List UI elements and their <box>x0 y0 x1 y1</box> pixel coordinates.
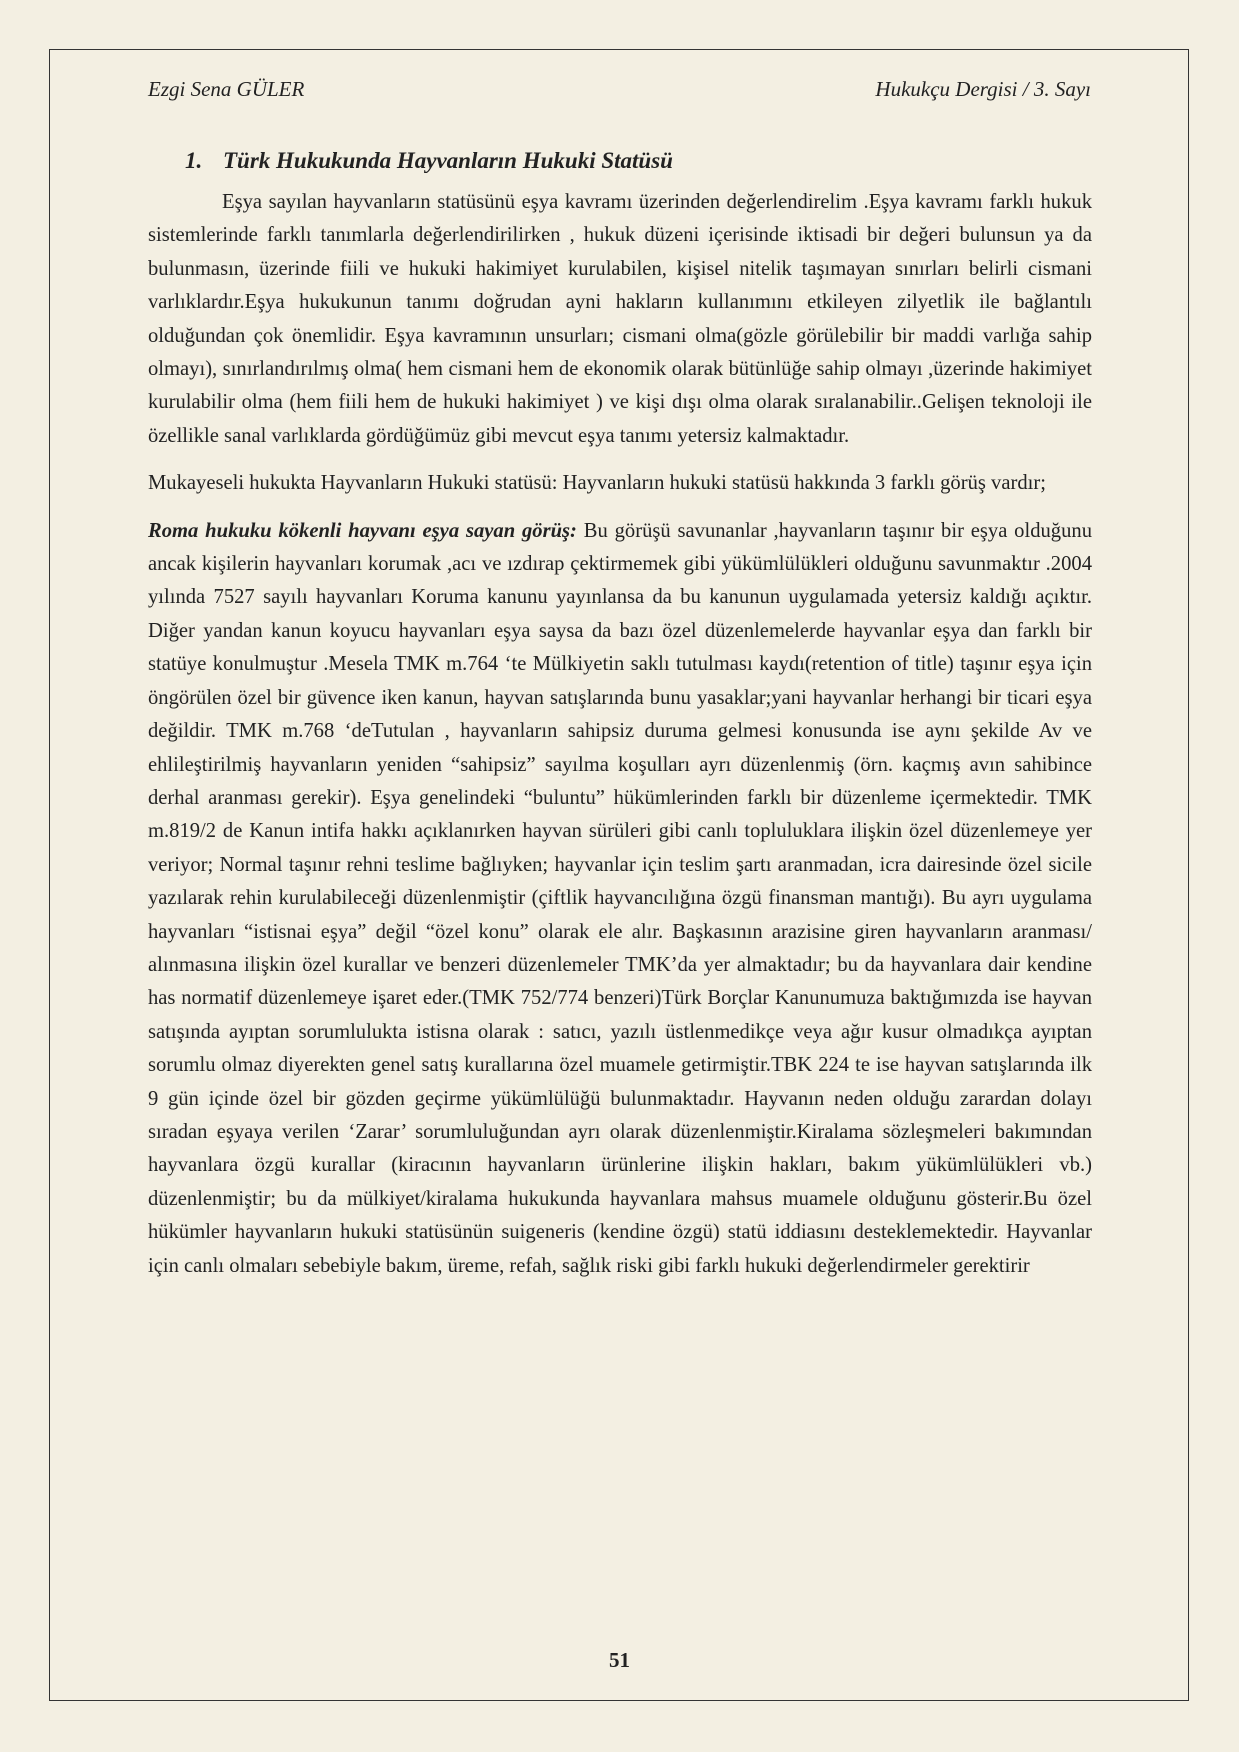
page-number: 51 <box>609 1648 630 1672</box>
paragraph-lead-heading: Roma hukuku kökenli hayvanı eşya sayan görüş: <box>148 519 577 542</box>
paragraph-esya-kavrami: Eşya sayılan hayvanların statüsünü eşya kavramı üzerinden değerlendirelim .Eşya kavramı farklı hukuk sistemlerinde farklı tanımlarla değerlendirilirken , hukuk düzeni içerisinde iktisadi bir değeri bulunsun ya da bulunmasın, üzerinde fiili ve hukuki hakimiyet kurulabilen, kişisel nitelik taşımayan sınırları belirli cismani varlıklardır.Eşya hukukunun tanımı doğrudan ayni hakların kullanımını etkileyen zilyetlik ile bağlantılı olduğundan çok önemlidir. Eşya kavramının unsurları; cismani olma(gözle görülebilir bir maddi varlığa sahip olmayı), sınırlandırılmış olma( hem cismani hem de ekonomik olarak bütünlüğe sahip olmayı ,üzerinde hakimiyet kurulabilir olma (hem fiili hem de hukuki hakimiyet ) ve kişi dışı olma olarak sıralanabilir..Gelişen teknoloji ile özellikle sanal varlıklarda gördüğümüz gibi mevcut eşya tanımı yetersiz kalmaktadır. <box>148 191 1092 447</box>
section-number: 1. <box>185 148 203 173</box>
paragraph-mukayeseli-hukuk: Mukayeseli hukukta Hayvanların Hukuki statüsü: Hayvanların hukuki statüsü hakkında 3 farklı görüş vardır; <box>148 472 1046 495</box>
section-heading <box>148 144 1092 178</box>
paragraph-roma-hukuku <box>148 515 1092 1283</box>
paragraph-roma-body: Bu görüşü savunanlar ,hayvanların taşınır bir eşya olduğunu ancak kişilerin hayvanları korumak ,acı ve ızdırap çektirmemek gibi yükümlülükleri olduğunu savunmaktır .2004 yılında 7527 sayılı hayvanları Koruma kanunu yayınlansa da bu kanunun uygulamada yetersiz kaldığı açıktır. Diğer yandan kanun koyucu hayvanları eşya saysa da bazı özel düzenlemelerde hayvanlar eşya dan farklı bir statüye konulmuştur .Mesela TMK m.764 ‘te Mülkiyetin saklı tutulması kaydı(retention of title) taşınır eşya için öngörülen özel bir güvence iken kanun, hayvan satışlarında bunu yasaklar;yani hayvanlar herhangi bir ticari eşya değildir. TMK m.768 ‘deTutulan , hayvanların sahipsiz duruma gelmesi konusunda ise aynı şekilde Av ve ehlileştirilmiş hayvanların yeniden “sahipsiz” sayılma koşulları ayrı düzenlenmiş (örn. kaçmış avın sahibince derhal aranması gerekir). Eşya genelindeki “buluntu” hükümlerinden farklı bir düzenleme içermektedir. TMK m.819/2 de Kanun intifa hakkı açıklanırken hayvan sürüleri gibi canlı topluluklara ilişkin özel düzenlemeye yer veriyor; Normal taşınır rehni teslime bağlıyken; hayvanlar için teslim şartı aranmadan, icra dairesinde özel sicile yazılarak rehin kurulabileceği düzenlenmiştir (çiftlik hayvancılığına özgü finansman mantığı). Bu ayrı uygulama hayvanları “istisnai eşya” değil “özel konu” olarak ele alır. Başkasının arazisine giren hayvanların aranması/ alınmasına ilişkin özel kurallar ve benzeri düzenlemeler TMK’da yer almaktadır; bu da hayvanlara dair kendine has normatif düzenlemeye işaret eder.(TMK 752/774 benzeri)Türk Borçlar Kanunumuza baktığımızda ise hayvan satışında ayıptan sorumlulukta istisna olarak : satıcı, yazılı üstlenmedikçe veya ağır kusur olmadıkça ayıptan sorumlu olmaz diyerekten genel satış kurallarına özel muamele getirmiştir.TBK 224 te ise hayvan satışlarında ilk 9 gün içinde özel bir gözden geçirme yükümlülüğü bulunmaktadır. Hayvanın neden olduğu zarardan dolayı sıradan eşyaya verilen ‘Zarar’ sorumluluğundan ayrı olarak düzenlenmiştir.Kiralama sözleşmeleri bakımından hayvanlara özgü kurallar (kiracının hayvanların ürünlerine ilişkin hakları, bakım yükümlülükleri vb.) düzenlenmiştir; bu da mülkiyet/kiralama hukukunda hayvanlara mahsus muamele olduğunu gösterir.Bu özel hükümler hayvanların hukuki statüsünün suigeneris (kendine özgü) statü iddiasını desteklemektedir. Hayvanlar için canlı olmaları sebebiyle bakım, üreme, refah, sağlık riski gibi farklı hukuki değerlendirmeler gerektirir <box>148 519 1092 1277</box>
header-journal: Hukukçu Dergisi / 3. Sayı <box>875 76 1091 101</box>
section-title: Türk Hukukunda Hayvanların Hukuki Statüsü <box>223 148 673 173</box>
page-header <box>148 74 1091 104</box>
main-content <box>148 144 1092 1297</box>
header-author: Ezgi Sena GÜLER <box>148 76 305 101</box>
